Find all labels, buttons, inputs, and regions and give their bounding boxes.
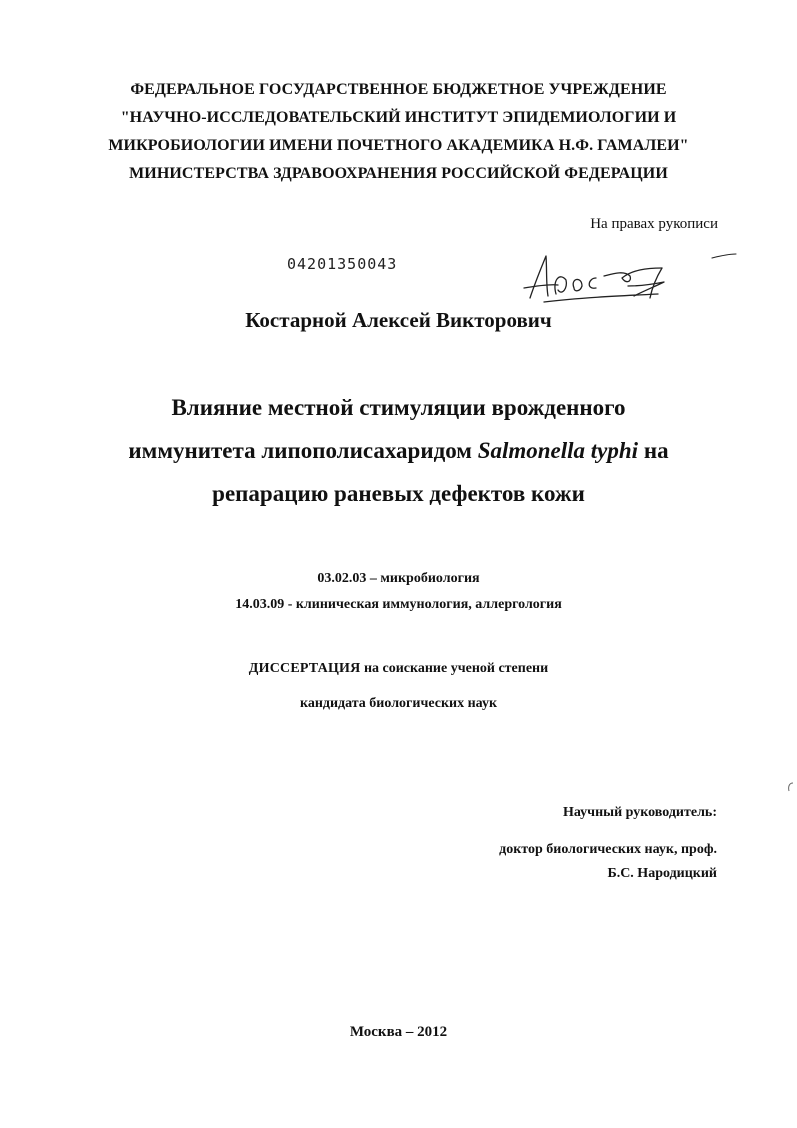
- institution-header: [0, 76, 797, 188]
- supervisor-degree: доктор биологических наук, проф.: [499, 842, 717, 857]
- title-organism-italic: Salmonella typhi: [477, 438, 639, 463]
- title-line-2-start: иммунитета липополисахаридом: [128, 438, 478, 463]
- dissertation-title: [0, 386, 797, 515]
- title-line-3: репарацию раневых дефектов кожи: [212, 481, 585, 506]
- degree-line: кандидата биологических наук: [299, 696, 498, 711]
- title-line-2-end: на: [638, 438, 669, 463]
- rights-note: На правах рукописи: [590, 216, 718, 232]
- margin-mark: [785, 780, 795, 794]
- dissertation-line: [0, 661, 797, 677]
- title-line-2: [0, 429, 797, 472]
- specialty-1: 03.02.03 – микробиология: [317, 571, 480, 586]
- author-name: Костарной Алексей Викторович: [245, 308, 552, 332]
- institution-line-2: "НАУЧНО-ИССЛЕДОВАТЕЛЬСКИЙ ИНСТИТУТ ЭПИДЕМИОЛОГИИ И: [120, 109, 677, 126]
- institution-line-1: ФЕДЕРАЛЬНОЕ ГОСУДАРСТВЕННОЕ БЮДЖЕТНОЕ УЧРЕЖДЕНИЕ: [130, 81, 667, 98]
- dissertation-rest: на соискание ученой степени: [360, 661, 549, 676]
- specialty-2: 14.03.09 - клиническая иммунология, аллергология: [235, 597, 562, 612]
- title-line-1: Влияние местной стимуляции врожденного: [171, 395, 626, 420]
- dissertation-caps: ДИССЕРТАЦИЯ: [248, 661, 361, 676]
- city-year: Москва – 2012: [349, 1024, 448, 1040]
- supervisor-label: Научный руководитель:: [563, 805, 717, 820]
- institution-line-3: МИКРОБИОЛОГИИ ИМЕНИ ПОЧЕТНОГО АКАДЕМИКА Н.Ф. ГАМАЛЕИ": [108, 137, 689, 154]
- supervisor-name: Б.С. Народицкий: [607, 866, 717, 881]
- institution-line-4: МИНИСТЕРСТВА ЗДРАВООХРАНЕНИЯ РОССИЙСКОЙ ФЕДЕРАЦИИ: [129, 165, 668, 182]
- handwritten-signature: [516, 240, 746, 310]
- document-number: 04201350043: [287, 255, 398, 273]
